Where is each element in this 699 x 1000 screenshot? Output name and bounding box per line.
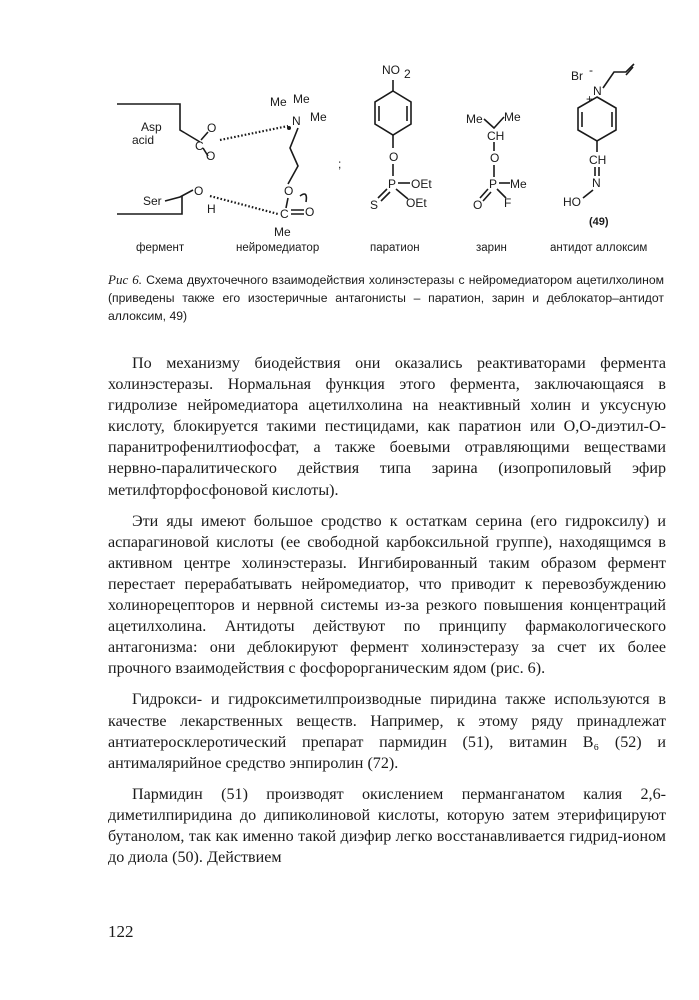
caption-text: Схема двухточечного взаимодействия холинэстеразы с нейромедиатором ацетилхолином (приведены также его изостеричные антагонисты – паратион, зарин и деблокатор–антидот аллоксим, 49) (108, 273, 665, 323)
nitro-subscript: 2 (404, 67, 411, 81)
asp-oxygen-2: O (206, 149, 216, 163)
parathion-phosphorus: P (388, 177, 397, 191)
sarin-me-3: Me (510, 177, 527, 191)
oet-2: OEt (406, 196, 427, 210)
enzyme-structure (117, 104, 216, 216)
pyridinium-charge: + (586, 92, 594, 106)
aldoxime-ho: HO (563, 195, 581, 209)
sarin-me-1: Me (466, 112, 483, 126)
nitro-group: NO (382, 63, 400, 77)
parathion-structure (370, 63, 432, 212)
me-2: Me (293, 92, 310, 106)
label-enzyme: фермент (136, 242, 185, 254)
page-number: 122 (108, 922, 134, 941)
paragraph-4: Пармидин (51) производят окислением перманганатом калия 2,6-диметилпиридина до дипиколиновой кислоты, которую затем этерифицируют бутанолом, так как именно такой диэфир легко восстанавливается гидрид-ионом до диола (50). Действием (108, 785, 666, 867)
label-parathion: паратион (370, 242, 420, 254)
alloxime-structure (563, 63, 634, 228)
paragraph-2: Эти яды имеют большое сродство к остаткам серина (его гидроксилу) и аспарагиновой кислоты (ее свободной карбоксильной группе), находящимся в активном центре холинэстеразы. Ингибированный таким образом фермент перестает перерабатывать нейромедиатор, что приводит к перевозбуждению холинорецепторов и нервной системы из-за резкого повышения концентраций ацетилхолина. Антидоты действуют по принципу фармакологического антагонизма: они деблокируют фермент холинэстеразу за счет их более прочного взаимодействия с фосфорорганическим ядом (рис. 6). (108, 512, 666, 678)
sarin-oxygen-2: O (473, 198, 483, 212)
aldoxime-n: N (592, 176, 601, 190)
parathion-oxygen: O (389, 150, 399, 164)
asp-label: Asp (141, 120, 162, 134)
label-neuromediator: нейромедиатор (236, 242, 320, 254)
figure-caption (108, 271, 664, 325)
pyridinium-n: N (593, 84, 602, 98)
ser-oxygen: O (194, 184, 204, 198)
sarin-fluorine: F (504, 196, 512, 210)
compound-number: (49) (589, 216, 609, 228)
hydrogen-bond (210, 196, 278, 214)
acid-label: acid (132, 133, 155, 147)
ester-oxygen: O (284, 184, 294, 198)
label-antidote: антидот аллоксим (550, 242, 648, 254)
ser-label: Ser (143, 194, 162, 208)
caption-label: Рис 6. (108, 272, 142, 287)
me-3: Me (310, 110, 327, 124)
ionic-interaction (220, 126, 288, 140)
ammonium-n: N (292, 114, 301, 128)
paragraph-1: По механизму биодействия они оказались реактиваторами фермента холинэстеразы. Нормальная функция этого фермента, заключающаяся в гидролизе нейромедиатора ацетилхолина на неактивный холин и уксусную кислоту, блокируется такими пестицидами, как паратион или О,О-диэтил-О-паранитрофенилтиофосфат, а также боевыми отравляющими веществами нервно-паралитического действия типа зарина (изопропиловый эфир метилфторфосфоновой кислоты). (108, 355, 666, 499)
parathion-sulfur: S (370, 198, 379, 212)
carbonyl-oxygen: O (305, 205, 315, 219)
sarin-structure (466, 110, 527, 212)
bromide-charge: - (589, 63, 593, 77)
me-1: Me (270, 95, 287, 109)
asp-carbon: C (195, 139, 204, 153)
asp-oxygen-1: O (207, 121, 217, 135)
sarin-oxygen: O (490, 151, 500, 165)
semicolon: ; (338, 157, 342, 171)
ser-hydrogen: H (207, 202, 216, 216)
label-sarin: зарин (476, 242, 507, 254)
figure-scheme (0, 0, 699, 265)
acetyl-me: Me (274, 225, 291, 239)
oet-1: OEt (411, 177, 432, 191)
aldoxime-ch: CH (589, 153, 607, 167)
sarin-phosphorus: P (489, 177, 498, 191)
sarin-ch: CH (487, 129, 505, 143)
sarin-me-2: Me (504, 110, 521, 124)
bromide: Br (571, 69, 583, 83)
body-text (108, 353, 666, 878)
paragraph-3: Гидрокси- и гидроксиметилпроизводные пиридина также используются в качестве лекарственных веществ. Например, к этому ряду принадлежат антиатеросклеротический препарат пармидин (51), витамин B₆ (52) и антималярийное средство энпиролин (72). (108, 691, 666, 772)
carbonyl-carbon: C (280, 207, 289, 221)
acetylcholine-structure (270, 92, 327, 239)
